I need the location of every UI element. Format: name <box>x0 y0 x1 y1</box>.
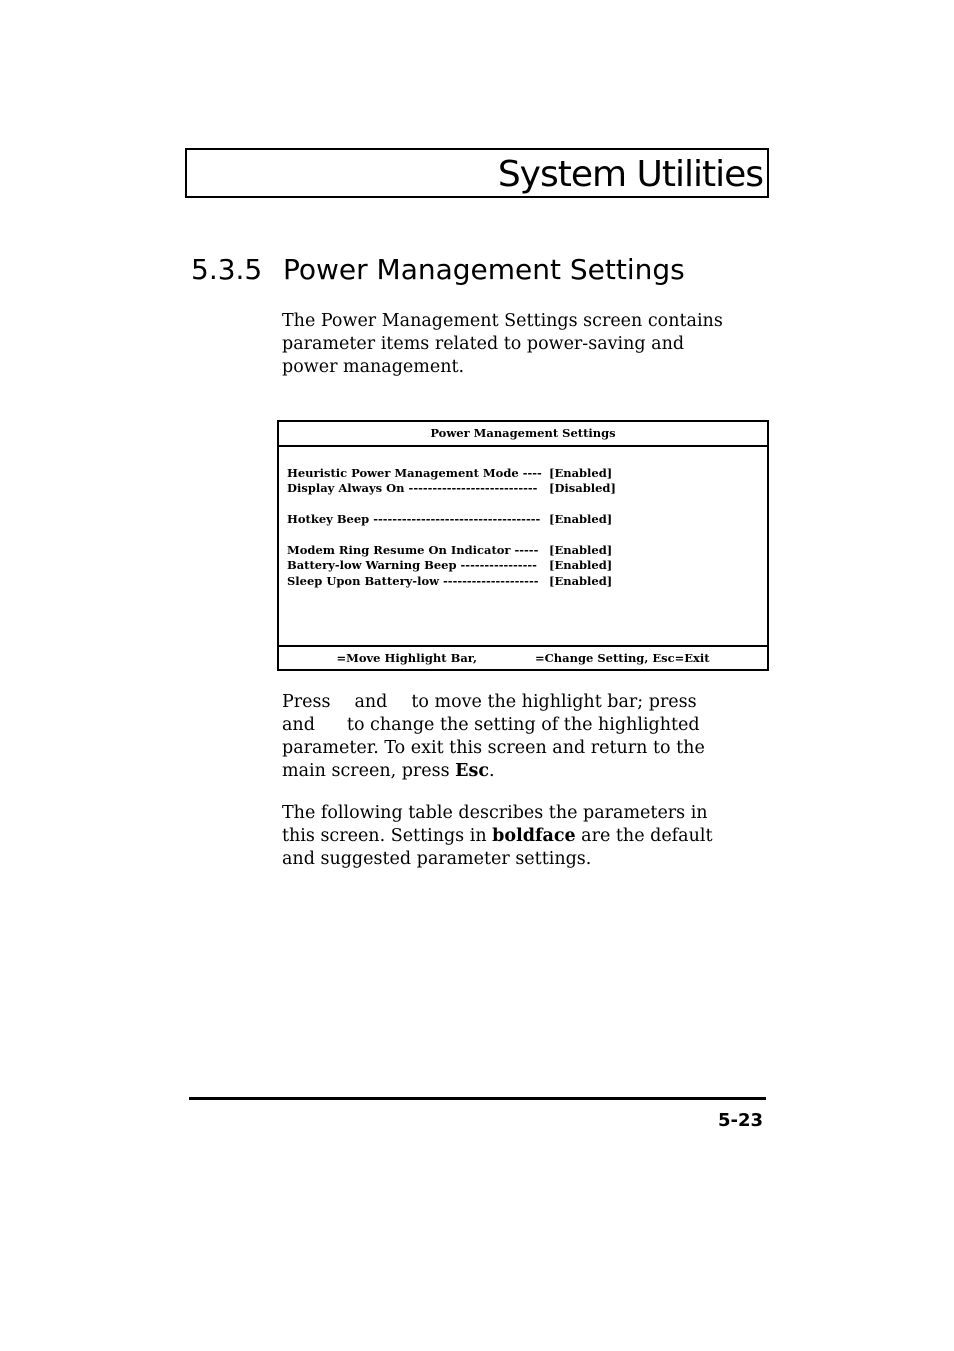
bios-screen-title: Power Management Settings <box>279 422 767 447</box>
instr-text: and <box>282 715 315 735</box>
setting-label: Heuristic Power Management Mode ---- <box>287 466 542 480</box>
setting-value: [Enabled] <box>549 543 613 557</box>
instr-text: . <box>489 761 495 781</box>
table-intro-text: and suggested parameter settings. <box>282 849 592 869</box>
instr-text: to move the highlight bar; press <box>411 692 697 712</box>
bios-setting-row <box>287 512 612 527</box>
intro-line: The Power Management Settings screen contains <box>282 311 723 331</box>
change-setting-help: =Change Setting, Esc=Exit <box>535 651 710 665</box>
move-highlight-help: =Move Highlight Bar, <box>336 651 477 665</box>
instr-text: to change the setting of the highlighted <box>346 715 700 735</box>
setting-value: [Enabled] <box>549 512 613 526</box>
section-heading <box>191 250 685 290</box>
chapter-title: System Utilities <box>497 154 763 195</box>
setting-label: Sleep Upon Battery-low -------------------- <box>287 574 539 588</box>
table-intro-text: The following table describes the parameters in <box>282 803 708 823</box>
bios-setting-row <box>287 574 612 589</box>
footer-rule <box>189 1097 766 1100</box>
bios-setting-row <box>287 558 612 573</box>
setting-value: [Disabled] <box>549 481 616 495</box>
setting-value: [Enabled] <box>549 574 613 588</box>
setting-label: Hotkey Beep ----------------------------------- <box>287 512 541 526</box>
intro-paragraph <box>282 310 762 379</box>
setting-label: Modem Ring Resume On Indicator ----- <box>287 543 539 557</box>
instr-text: parameter. To exit this screen and return to the <box>282 738 705 758</box>
setting-value: [Enabled] <box>549 466 613 480</box>
page-number: 5-23 <box>717 1110 763 1131</box>
bios-setting-row <box>287 543 612 558</box>
esc-key-label: Esc <box>455 761 490 781</box>
instructions-paragraph <box>282 691 762 783</box>
setting-label: Battery-low Warning Beep ---------------- <box>287 558 537 572</box>
table-intro-text: this screen. Settings in <box>282 826 493 846</box>
instr-text: main screen, press <box>282 761 456 781</box>
bios-setting-row <box>287 481 616 496</box>
bios-screen-figure <box>277 420 769 671</box>
chapter-header-box <box>185 148 769 198</box>
section-number: 5.3.5 <box>191 253 263 286</box>
table-intro-paragraph <box>282 802 762 871</box>
bios-setting-row <box>287 466 612 481</box>
instr-text: and <box>354 692 388 712</box>
bios-key-help <box>279 645 767 669</box>
intro-line: parameter items related to power-saving and <box>282 334 685 354</box>
instr-text: Press <box>282 692 331 712</box>
section-title: Power Management Settings <box>283 253 685 286</box>
table-intro-text: are the default <box>575 826 713 846</box>
intro-line: power management. <box>282 357 465 377</box>
boldface-term: boldface <box>492 826 576 846</box>
setting-value: [Enabled] <box>549 558 613 572</box>
setting-label: Display Always On --------------------------- <box>287 481 538 495</box>
